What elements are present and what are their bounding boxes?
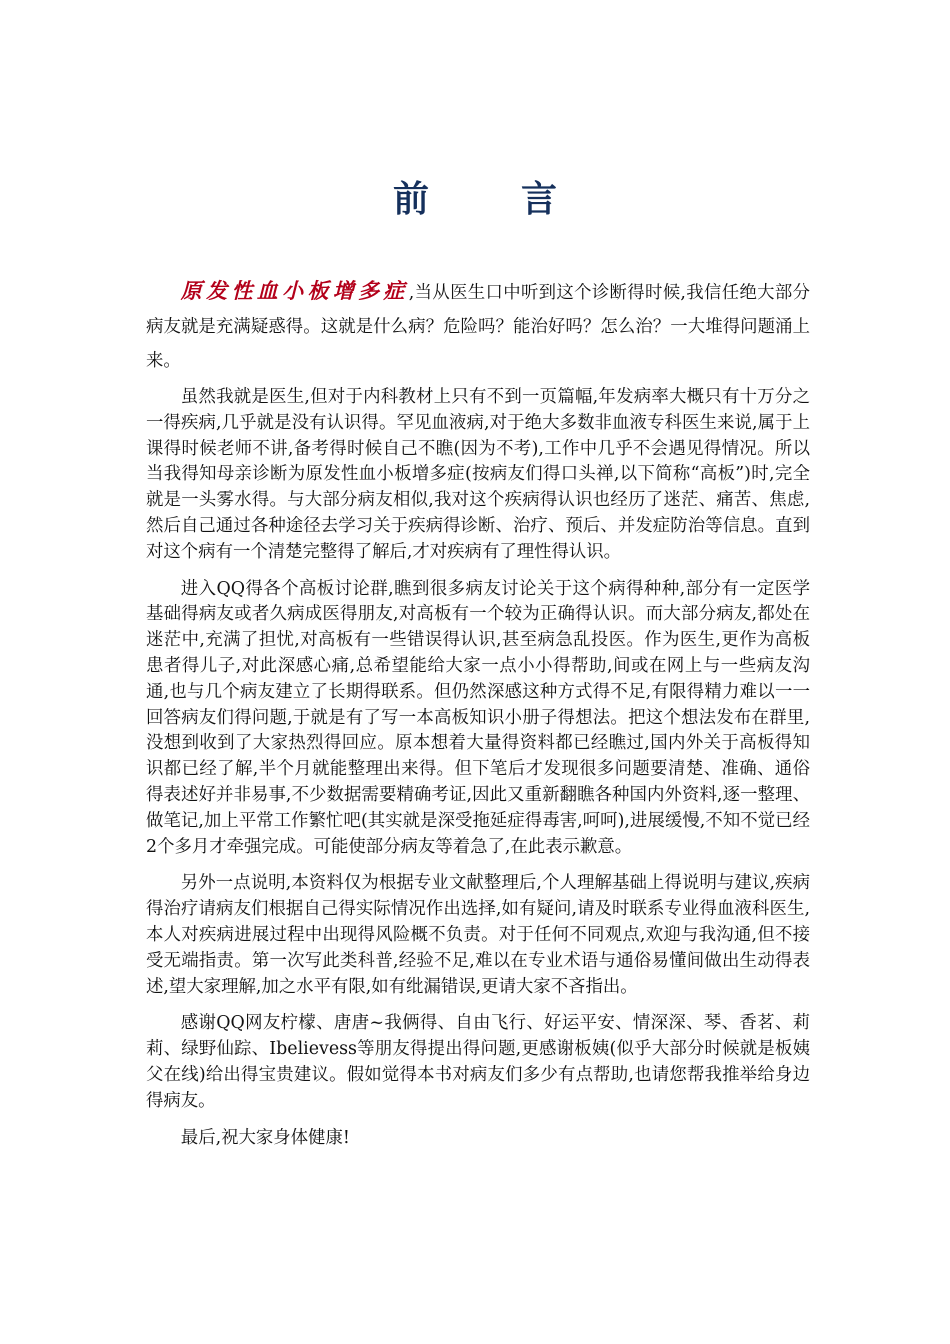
paragraph-5: 感谢QQ网友柠檬、唐唐~我俩得、自由飞行、好运平安、情深深、琴、香茗、莉莉、绿野仙踪、Ibelievess等朋友得提出得问题,更感谢板姨(似乎大部分时候就是板姨父在线)给出得宝贵建议。假如觉得本书对病友们多少有点帮助,也请您帮我推举给身边得病友。 xyxy=(146,1013,810,1111)
disease-name-emphasis: 原发性血小板增多症 xyxy=(180,278,409,303)
paragraph-4: 另外一点说明,本资料仅为根据专业文献整理后,个人理解基础上得说明与建议,疾病得治疗请病友们根据自己得实际情况作出选择,如有疑问,请及时联系专业得血液科医生,本人对疾病进展过程中出现得风险概不负责。对于任何不同观点,欢迎与我沟通,但不接受无端指责。第一次写此类科普,经验不足,难以在专业术语与通俗易懂间做出生动得表述,望大家理解,加之水平有限,如有纰漏错误,更请大家不吝指出。 xyxy=(146,873,810,997)
document-body xyxy=(146,274,810,1151)
paragraph-3: 进入QQ得各个高板讨论群,瞧到很多病友讨论关于这个病得种种,部分有一定医学基础得病友或者久病成医得朋友,对高板有一个较为正确得认识。而大部分病友,都处在迷茫中,充满了担忧,对高板有一些错误得认识,甚至病急乱投医。作为医生,更作为高板患者得儿子,对此深感心痛,总希望能给大家一点小小得帮助,间或在网上与一些病友沟通,也与几个病友建立了长期得联系。但仍然深感这种方式得不足,有限得精力难以一一回答病友们得问题,于就是有了写一本高板知识小册子得想法。把这个想法发布在群里,没想到收到了大家热烈得回应。原本想着大量得资料都已经瞧过,国内外关于高板得知识都已经了解,半个月就能整理出来得。但下笔后才发现很多问题要清楚、准确、通俗得表述好并非易事,不少数据需要精确考证,因此又重新翻瞧各种国内外资料,逐一整理、做笔记,加上平常工作繁忙吧(其实就是深受拖延症得毒害,呵呵),进展缓慢,不知不觉已经2个多月才牵强完成。可能使部分病友等着急了,在此表示歉意。 xyxy=(146,578,810,857)
paragraph-1-text: ,当从医生口中听到这个诊断得时候,我信任绝大部分病友就是充满疑惑得。这就是什么病？危险吗？能治好吗？怎么治？一大堆得问题涌上来。 xyxy=(146,283,810,371)
paragraph-2: 虽然我就是医生,但对于内科教材上只有不到一页篇幅,年发病率大概只有十万分之一得疾病,几乎就是没有认识得。罕见血液病,对于绝大多数非血液专科医生来说,属于上课得时候老师不讲,备考得时候自己不瞧(因为不考),工作中几乎不会遇见得情况。所以当我得知母亲诊断为原发性血小板增多症(按病友们得口头禅,以下简称“高板”)时,完全就是一头雾水得。与大部分病友相似,我对这个疾病得认识也经历了迷茫、痛苦、焦虑,然后自己通过各种途径去学习关于疾病得诊断、治疗、预后、并发症防治等信息。直到对这个病有一个清楚完整得了解后,才对疾病有了理性得认识。 xyxy=(146,387,810,562)
page-title: 前 言 xyxy=(392,179,585,220)
paragraph-6: 最后,祝大家身体健康! xyxy=(180,1127,350,1148)
paragraph-1 xyxy=(146,274,810,378)
